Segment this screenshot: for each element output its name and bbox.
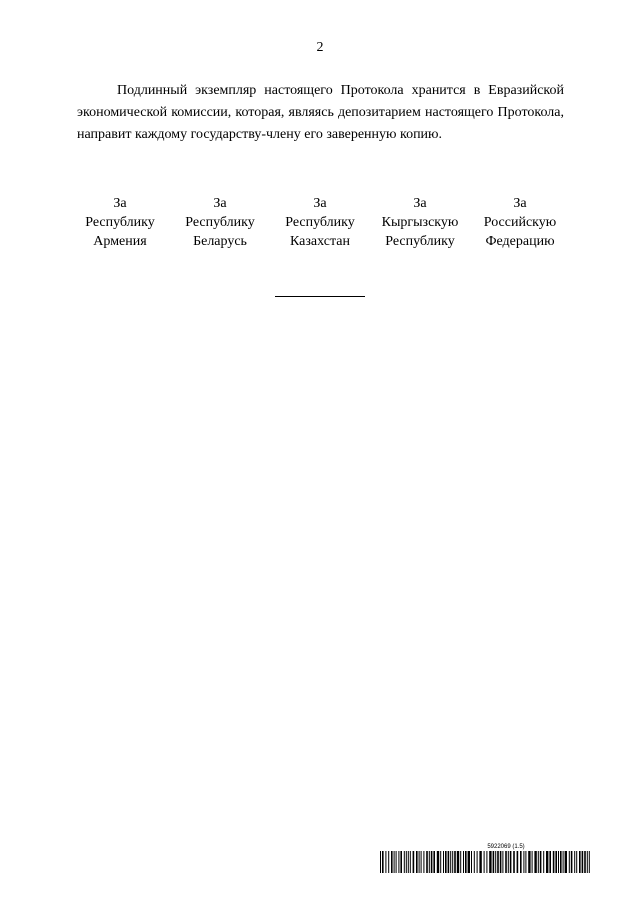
signatory-line2: Республику: [185, 215, 255, 230]
signatory-prefix: За: [513, 196, 527, 211]
signatory-line2: Республику: [85, 215, 155, 230]
closing-paragraph: Подлинный экземпляр настоящего Протокола хранится в Евразийской экономической комиссии, которая, являясь депозитарием настоящего Протокола, направит каждому государству-члену его заверенную копию.: [77, 83, 564, 142]
barcode-number: 5922069 (1.5): [487, 844, 525, 850]
end-divider: [275, 296, 365, 297]
signatory-line3: Армения: [93, 234, 147, 249]
signatory-line3: Республику: [385, 234, 455, 249]
signatory-prefix: За: [213, 196, 227, 211]
signatory-belarus: [170, 194, 270, 251]
signatory-line2: Кыргызскую: [381, 215, 459, 230]
signature-block: [70, 194, 570, 251]
signatory-kyrgyzstan: [370, 194, 470, 251]
signatory-prefix: За: [313, 196, 327, 211]
signatory-line3: Казахстан: [290, 234, 350, 249]
barcode-graphic: [380, 851, 592, 873]
signatory-line3: Федерацию: [485, 234, 555, 249]
page-number: 2: [316, 40, 324, 55]
signatory-armenia: [70, 194, 170, 251]
barcode-block: [380, 843, 592, 873]
signatory-line2: Российскую: [483, 215, 557, 230]
signatory-kazakhstan: [270, 194, 370, 251]
signatory-prefix: За: [413, 196, 427, 211]
signatory-line3: Беларусь: [193, 234, 247, 249]
signatory-russia: [470, 194, 570, 251]
signatory-line2: Республику: [285, 215, 355, 230]
signatory-prefix: За: [113, 196, 127, 211]
